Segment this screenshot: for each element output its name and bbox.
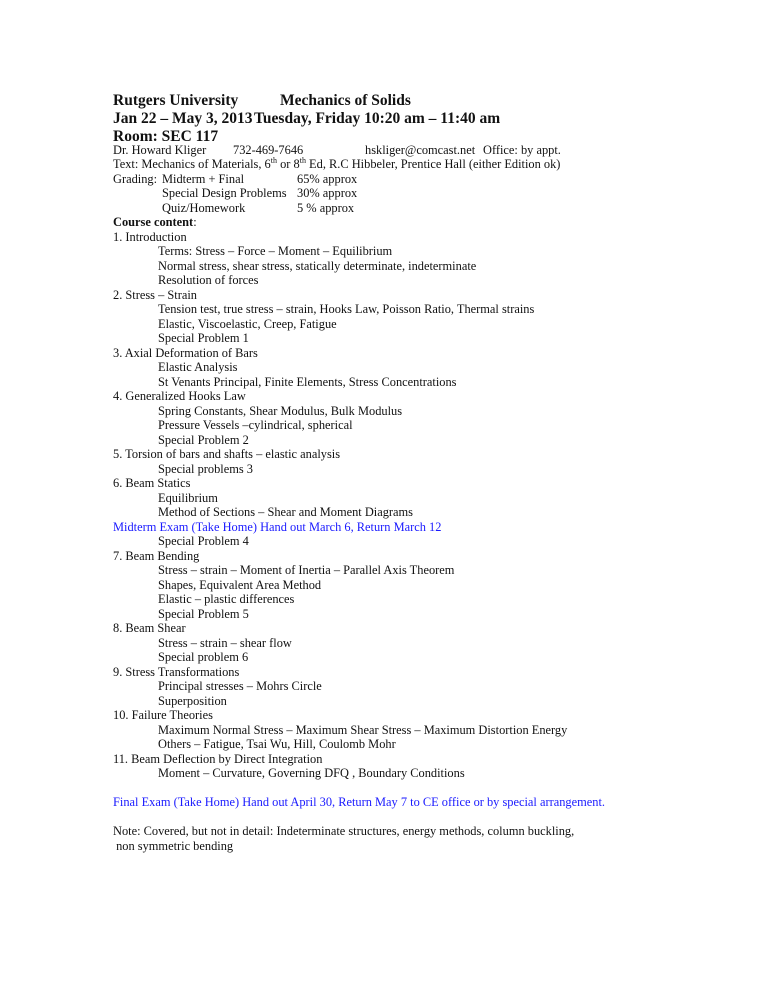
topic-heading: 5. Torsion of bars and shafts – elastic analysis (113, 447, 341, 461)
grading-percent: 30% approx (297, 186, 358, 200)
topic-heading: 4. Generalized Hooks Law (113, 389, 246, 403)
title-line (113, 92, 411, 110)
topic-detail: Special Problem 2 (158, 433, 249, 447)
topic-heading: 7. Beam Bending (113, 549, 200, 563)
schedule-line (113, 110, 501, 128)
university-name: Rutgers University (113, 92, 239, 109)
topic-heading: 1. Introduction (113, 230, 187, 244)
topic-detail: Normal stress, shear stress, statically determinate, indeterminate (158, 259, 477, 273)
topic-detail: Equilibrium (158, 491, 218, 505)
instructor-line (113, 143, 561, 157)
topic-heading: 6. Beam Statics (113, 476, 191, 490)
topic-heading: 2. Stress – Strain (113, 288, 197, 302)
grading-percent: 5 % approx (297, 201, 355, 215)
final-exam-note: Final Exam (Take Home) Hand out April 30, Return May 7 to CE office or by special arrangement. (113, 795, 605, 809)
course-content-label: Course content (113, 215, 194, 229)
textbook-suffix: Ed, R.C Hibbeler, Prentice Hall (either Edition ok) (305, 157, 561, 171)
topic-detail: Stress – strain – shear flow (158, 636, 292, 650)
topic-detail: Elastic Analysis (158, 360, 238, 374)
topic-heading: 11. Beam Deflection by Direct Integration (113, 752, 323, 766)
topic-detail: Others – Fatigue, Tsai Wu, Hill, Coulomb Mohr (158, 737, 396, 751)
midterm-exam-note: Midterm Exam (Take Home) Hand out March 6, Return March 12 (113, 520, 442, 534)
topic-detail: Terms: Stress – Force – Moment – Equilibrium (158, 244, 393, 258)
topic-detail: Elastic, Viscoelastic, Creep, Fatigue (158, 317, 337, 331)
topic-heading: 8. Beam Shear (113, 621, 186, 635)
grading-label: Grading: (113, 172, 158, 186)
instructor-email: hskliger@comcast.net (365, 143, 476, 157)
topic-detail: Tension test, true stress – strain, Hooks Law, Poisson Ratio, Thermal strains (158, 302, 535, 316)
office-hours: Office: by appt. (483, 143, 561, 157)
edition-sup-1: th (270, 155, 277, 165)
topic-detail: Moment – Curvature, Governing DFQ , Boundary Conditions (158, 766, 465, 780)
topic-detail: Method of Sections – Shear and Moment Diagrams (158, 505, 413, 519)
grading-item: Quiz/Homework (162, 201, 246, 215)
topic-detail: Special problem 6 (158, 650, 249, 664)
topic-heading: 10. Failure Theories (113, 708, 213, 722)
term-dates: Jan 22 – May 3, 2013 (113, 110, 253, 127)
topic-heading: 3. Axial Deformation of Bars (113, 346, 258, 360)
topic-detail: Pressure Vessels –cylindrical, spherical (158, 418, 353, 432)
topic-heading: 9. Stress Transformations (113, 665, 240, 679)
topic-detail: Maximum Normal Stress – Maximum Shear Stress – Maximum Distortion Energy (158, 723, 568, 737)
topic-detail: Spring Constants, Shear Modulus, Bulk Modulus (158, 404, 403, 418)
room-line: Room: SEC 117 (113, 128, 219, 145)
topic-detail: Resolution of forces (158, 273, 259, 287)
topic-detail: Elastic – plastic differences (158, 592, 295, 606)
grading-percent: 65% approx (297, 172, 358, 186)
topic-detail: St Venants Principal, Finite Elements, Stress Concentrations (158, 375, 457, 389)
instructor-name: Dr. Howard Kliger (113, 143, 207, 157)
course-content-colon: : (193, 215, 197, 229)
topic-detail: Shapes, Equivalent Area Method (158, 578, 322, 592)
edition-sup-2: th (299, 155, 306, 165)
textbook-line (113, 157, 560, 171)
textbook-prefix: Text: Mechanics of Materials, 6 (113, 157, 271, 171)
topic-detail: Special Problem 1 (158, 331, 249, 345)
topic-detail: Stress – strain – Moment of Inertia – Parallel Axis Theorem (158, 563, 455, 577)
topic-detail: Principal stresses – Mohrs Circle (158, 679, 322, 693)
instructor-phone: 732-469-7646 (233, 143, 304, 157)
class-times: Tuesday, Friday 10:20 am – 11:40 am (254, 110, 501, 127)
topic-detail: Superposition (158, 694, 227, 708)
topic-detail: Special Problem 5 (158, 607, 249, 621)
course-content-heading (113, 215, 197, 229)
grading-row-1 (113, 172, 358, 186)
grading-item: Midterm + Final (162, 172, 245, 186)
coverage-note-continued: non symmetric bending (113, 839, 234, 853)
topic-detail: Special problems 3 (158, 462, 253, 476)
textbook-mid: or 8 (277, 157, 300, 171)
grading-item: Special Design Problems (162, 186, 287, 200)
course-title: Mechanics of Solids (280, 92, 411, 109)
topic-detail: Special Problem 4 (158, 534, 249, 548)
coverage-note: Note: Covered, but not in detail: Indeterminate structures, energy methods, column buckling, (113, 824, 575, 838)
